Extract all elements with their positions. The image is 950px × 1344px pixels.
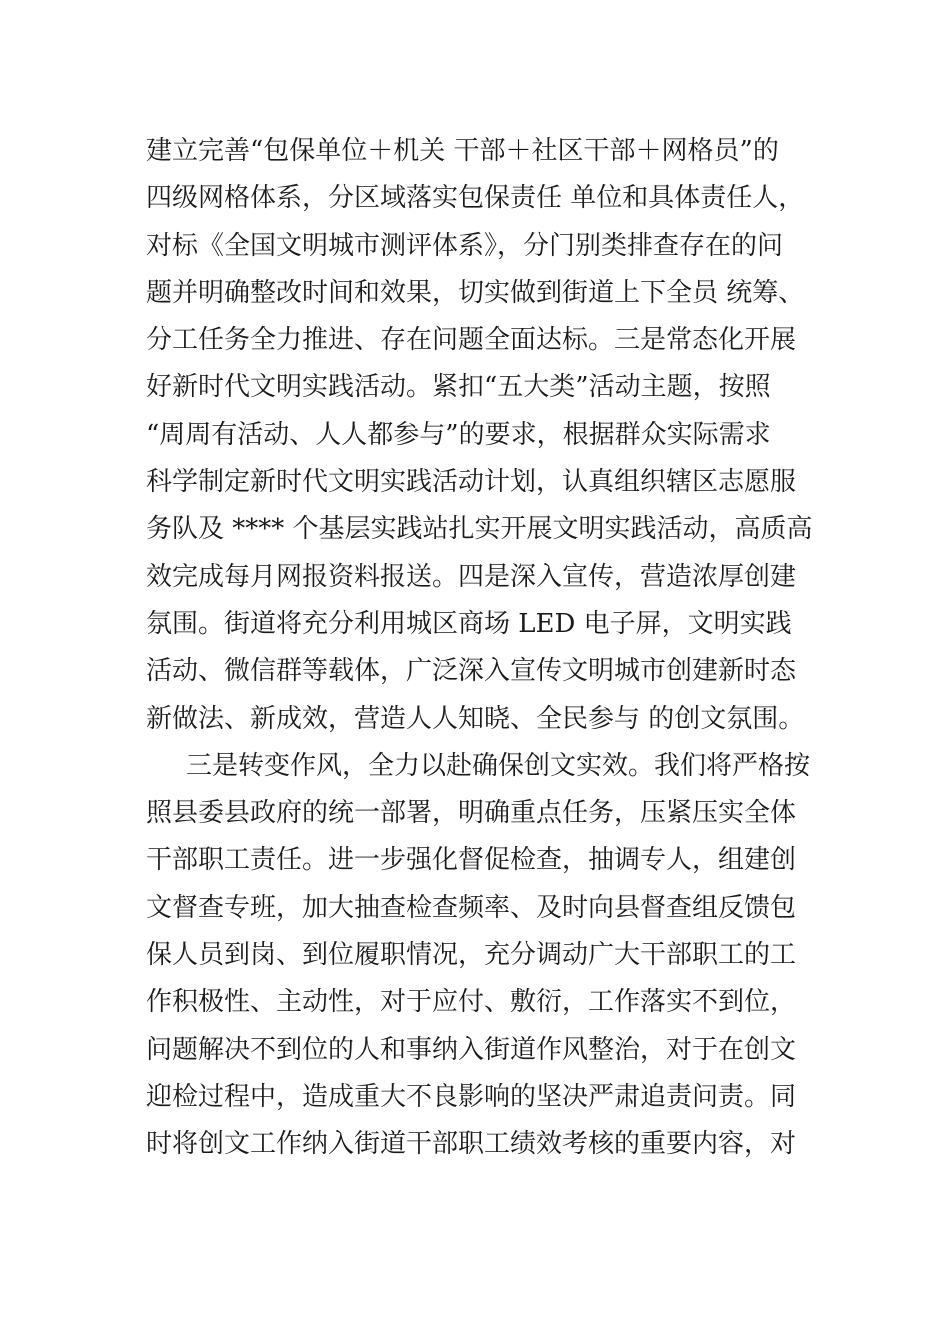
text-line: 对标《全国文明城市测评体系》，分门别类排查存在的问 xyxy=(146,230,784,261)
text-line: 活动、微信群等载体，广泛深入宣传文明城市创建新时态 xyxy=(146,656,797,687)
text-line: 迎检过程中，造成重大不良影响的坚决严肃追责问责。同 xyxy=(146,1081,797,1112)
text-line: 好新时代文明实践活动。紧扣“五大类”活动主题，按照 xyxy=(146,372,771,403)
text-line: 作积极性、主动性，对于应付、敷衍，工作落实不到位， xyxy=(146,987,797,1018)
text-line: 分工任务全力推进、存在问题全面达标。三是常态化开展 xyxy=(146,325,797,356)
text-line: 新做法、新成效，营造人人知晓、全民参与 的创文氛围。 xyxy=(146,703,805,734)
paragraph-start-line: 三是转变作风，全力以赴确保创文实效。我们将严格按 xyxy=(186,750,811,781)
text-line: 四级网格体系，分区域落实包保责任 单位和具体责任人， xyxy=(146,183,805,214)
text-line: 氛围。街道将充分利用城区商场 LED 电子屏，文明实践 xyxy=(146,608,792,639)
text-line: 照县委县政府的统一部署，明确重点任务，压紧压实全体 xyxy=(146,798,797,829)
text-line: 问题解决不到位的人和事纳入街道作风整治，对于在创文 xyxy=(146,1034,797,1065)
text-line: 题并明确整改时间和效果，切实做到街道上下全员 统筹、 xyxy=(146,277,805,308)
text-line: 务队及 **** 个基层实践站扎实开展文明实践活动，高质高 xyxy=(146,514,813,545)
text-line: 保人员到岗、到位履职情况，充分调动广大干部职工的工 xyxy=(146,940,797,971)
text-line: 文督查专班，加大抽查检查频率、及时向县督查组反馈包 xyxy=(146,892,797,923)
text-line: 建立完善“包保单位＋机关 干部＋社区干部＋网格员”的 xyxy=(146,136,779,166)
body-text xyxy=(146,128,826,1169)
text-line: “周周有活动、人人都参与”的要求，根据群众实际需求 xyxy=(146,419,771,450)
text-line: 干部职工责任。进一步强化督促检查，抽调专人，组建创 xyxy=(146,845,797,876)
text-line: 科学制定新时代文明实践活动计划，认真组织辖区志愿服 xyxy=(146,467,797,498)
text-line: 时将创文工作纳入街道干部职工绩效考核的重要内容，对 xyxy=(146,1129,797,1160)
text-line: 效完成每月网报资料报送。四是深入宣传，营造浓厚创建 xyxy=(146,561,797,592)
